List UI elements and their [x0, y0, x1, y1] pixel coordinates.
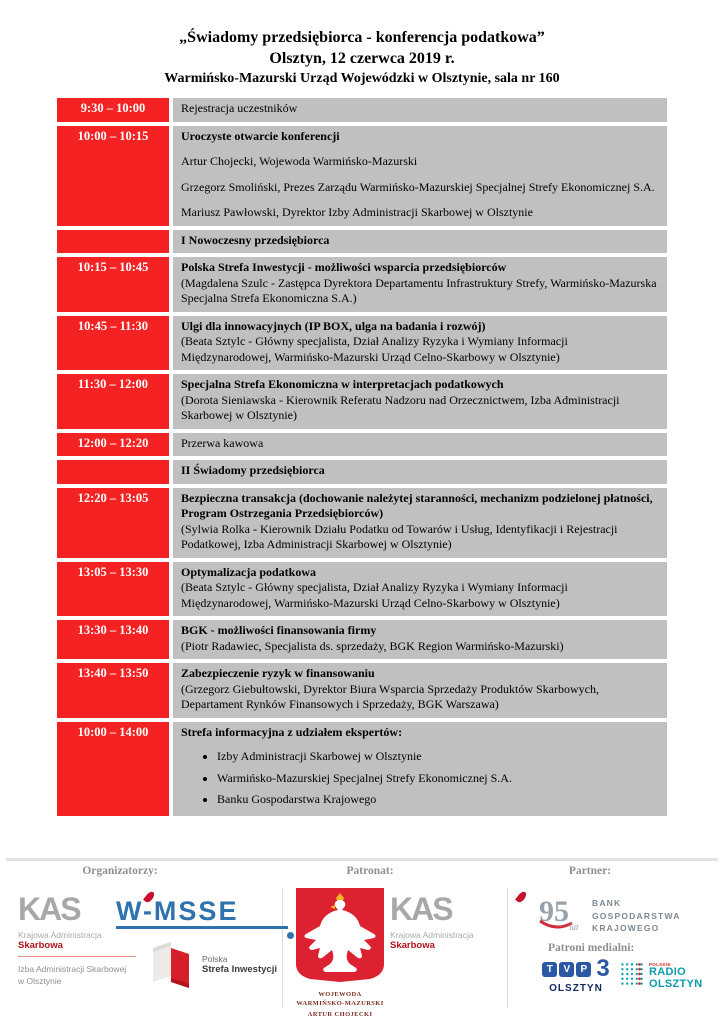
bgk-badge-number: 95: [539, 895, 569, 928]
wmsse-underline-dot-icon: [116, 926, 288, 929]
agenda-row: [57, 257, 667, 312]
session-detail: Artur Chojecki, Wojewoda Warmińsko-Mazurski: [181, 154, 418, 168]
session-cell: [173, 126, 667, 226]
time-cell: 13:30 – 13:40: [57, 620, 169, 659]
agenda-row: [57, 126, 667, 226]
agenda-row: [57, 663, 667, 718]
psi-logo: [150, 940, 277, 988]
kas-rule: [18, 956, 136, 957]
agenda-row: [57, 620, 667, 659]
radio-dots-icon: [620, 962, 644, 986]
tvp-channel-number: 3: [596, 955, 610, 982]
session-title: Optymalizacja podatkowa: [181, 564, 316, 579]
document-header: [0, 0, 724, 89]
time-cell: 9:30 – 10:00: [57, 98, 169, 122]
tvp3-olsztyn-logo: [540, 955, 612, 994]
radio-top: POLSKIE: [649, 962, 671, 967]
time-cell: 12:00 – 12:20: [57, 433, 169, 457]
wmsse-wordmark: W-MSSE: [116, 896, 239, 926]
session-title: Bezpieczna transakcja (dochowanie należytej staranności, mechanizm podzielonej płatności, Program Ostrzegania Przedsiębiorców): [181, 490, 653, 520]
agenda-row: [57, 460, 667, 484]
session-cell: [173, 663, 667, 718]
session-detail: Przerwa kawowa: [181, 435, 264, 450]
session-cell: [173, 433, 667, 457]
expert-list: [181, 749, 657, 808]
partner-label: Partner:: [568, 865, 612, 877]
session-detail: Mariusz Pawłowski, Dyrektor Izby Administracji Skarbowej w Olsztynie: [181, 205, 533, 219]
session-detail: (Magdalena Szulc - Zastępca Dyrektora Departamentu Infrastruktury Strefy, Warmińsko-Mazurska Specjalna Strefa Ekonomiczna S.A.): [181, 275, 657, 305]
time-cell: 13:05 – 13:30: [57, 562, 169, 617]
time-cell: 13:40 – 13:50: [57, 663, 169, 718]
psi-flag-icon: [150, 940, 192, 988]
radio-line2: OLSZTYN: [649, 977, 703, 990]
session-cell: [173, 620, 667, 659]
voivode-line3: ARTUR CHOJECKI: [307, 1011, 373, 1018]
time-cell: 10:45 – 11:30: [57, 316, 169, 371]
session-cell: [173, 230, 667, 254]
expert-item: • Warmińsko-Mazurskiej Specjalnej Strefy Ekonomicznej S.A.: [217, 771, 657, 787]
voivode-caption: [288, 991, 392, 1020]
expert-item: • Izby Administracji Skarbowej w Olsztynie: [217, 749, 657, 765]
kas-wordmark: KAS: [18, 891, 80, 927]
kas-logo: [390, 891, 520, 951]
session-detail: (Beata Sztylc - Główny specjalista, Dział Analizy Ryzyka i Wymiany Informacji Międzynarodowej, Warmińsko-Mazurski Urząd Celno-Skarbowy w Olsztynie): [181, 334, 568, 364]
tvp-letter-box: P: [576, 962, 591, 977]
kas-line1: Krajowa Administracja: [18, 930, 102, 940]
kas-unit-line2: w Olsztynie: [18, 976, 62, 986]
session-cell: [173, 562, 667, 617]
session-cell: [173, 257, 667, 312]
kas-wordmark: KAS: [390, 891, 452, 927]
voivode-line2: WARMIŃSKO-MAZURSKI: [296, 999, 384, 1007]
psi-line1: Polska: [202, 953, 228, 964]
footer-divider: [6, 858, 718, 861]
bgk-95-swoosh-icon: [538, 894, 584, 932]
session-title: Strefa informacyjna z udziałem ekspertów:: [181, 724, 403, 739]
session-detail: (Sylwia Rolka - Kierownik Działu Podatku od Towarów i Usług, Identyfikacji i Rejestracji Podatkowej, Izba Administracji Skarbowej w Olsztynie): [181, 521, 618, 551]
agenda-row: [57, 562, 667, 617]
agenda-row: [57, 433, 667, 457]
media-patrons-label: Patroni medialni:: [548, 942, 635, 954]
session-cell: [173, 722, 667, 816]
bgk-line3: KRAJOWEGO: [592, 923, 660, 933]
psi-line2: Strefa Inwestycji: [202, 963, 277, 975]
wmsse-logo: [116, 898, 294, 929]
agenda-table: [57, 98, 667, 816]
session-detail: (Piotr Radawiec, Specjalista ds. sprzedaży, BGK Region Warmińsko-Mazurski): [181, 638, 564, 653]
kas-line1: Krajowa Administracja: [390, 930, 474, 940]
radio-line1: RADIO: [649, 966, 686, 978]
session-cell: [173, 488, 667, 558]
session-title: Uroczyste otwarcie konferencji: [181, 128, 340, 143]
bgk-logo: [538, 894, 681, 935]
agenda-row: [57, 722, 667, 816]
time-cell: [57, 460, 169, 484]
agenda-row: [57, 230, 667, 254]
kas-unit-line1: Izba Administracji Skarbowej: [18, 964, 127, 974]
bgk-text: [592, 894, 681, 935]
footer: [0, 858, 724, 1024]
patronage-label: Patronat:: [346, 865, 394, 877]
time-cell: 11:30 – 12:00: [57, 374, 169, 429]
time-cell: [57, 230, 169, 254]
session-detail: (Beata Sztylc - Główny specjalista, Dział Analizy Ryzyka i Wymiany Informacji Międzynarodowej, Warmińsko-Mazurski Urząd Celno-Skarbowy w Olsztynie): [181, 580, 568, 610]
conference-date-location: Olsztyn, 12 czerwca 2019 r.: [269, 50, 455, 67]
bgk-line2: GOSPODARSTWA: [592, 910, 681, 921]
session-title: Ulgi dla innowacyjnych (IP BOX, ulga na badania i rozwój): [181, 318, 486, 333]
session-cell: [173, 98, 667, 122]
radio-text: [649, 962, 702, 990]
tvp-city: OLSZTYN: [549, 983, 603, 994]
organizers-label: Organizatorzy:: [82, 865, 158, 877]
session-title: BGK - możliwości finansowania firmy: [181, 623, 377, 637]
time-cell: 10:00 – 14:00: [57, 722, 169, 816]
time-cell: 12:20 – 13:05: [57, 488, 169, 558]
session-detail: Rejestracja uczestników: [181, 101, 298, 115]
eagle-emblem-icon: [296, 888, 384, 982]
agenda-row: [57, 488, 667, 558]
kas-line2: Skarbowa: [390, 940, 435, 951]
bgk-line1: BANK: [592, 898, 622, 908]
session-cell: [173, 316, 667, 371]
agenda-row: [57, 374, 667, 429]
kas-line2: Skarbowa: [18, 940, 63, 951]
conference-title: „Świadomy przedsiębiorca - konferencja podatkowa”: [179, 29, 545, 46]
agenda-row: [57, 98, 667, 122]
time-cell: 10:15 – 10:45: [57, 257, 169, 312]
time-cell: 10:00 – 10:15: [57, 126, 169, 226]
voivode-line1: WOJEWODA: [318, 991, 362, 998]
session-detail: Grzegorz Smoliński, Prezes Zarządu Warmińsko-Mazurskiej Specjalnej Strefy Ekonomicznej S.A.: [181, 179, 655, 194]
session-title: Polska Strefa Inwestycji - możliwości wsparcia przedsiębiorców: [181, 260, 507, 274]
session-title: II Świadomy przedsiębiorca: [181, 463, 325, 477]
session-title: Zabezpieczenie ryzyk w finansowaniu: [181, 666, 375, 680]
expert-item: • Banku Gospodarstwa Krajowego: [217, 792, 657, 808]
bgk-badge-sub: lat: [569, 922, 579, 932]
voivode-emblem: [288, 888, 392, 1020]
tvp-letter-box: T: [542, 962, 557, 977]
psi-text: [202, 954, 277, 975]
session-title: I Nowoczesny przedsiębiorca: [181, 232, 330, 247]
session-cell: [173, 460, 667, 484]
tvp-letter-box: V: [559, 962, 574, 977]
agenda-row: [57, 316, 667, 371]
kas-accent-icon: [515, 890, 528, 904]
session-detail: (Grzegorz Giebułtowski, Dyrektor Biura Wsparcia Sprzedaży Produktów Skarbowych, Departament Rynków Finansowych i Sprzedaży, BGK Warszawa): [181, 681, 599, 711]
session-title: Specjalna Strefa Ekonomiczna w interpretacjach podatkowych: [181, 377, 504, 391]
session-cell: [173, 374, 667, 429]
tvp-boxes-icon: [540, 955, 612, 982]
radio-olsztyn-logo: [620, 962, 702, 990]
conference-venue: Warmińsko-Mazurski Urząd Wojewódzki w Olsztynie, sala nr 160: [164, 71, 560, 86]
session-detail: (Dorota Sieniawska - Kierownik Referatu Nadzoru nad Orzecznictwem, Izba Administracji Skarbowej w Olsztynie): [181, 392, 620, 422]
